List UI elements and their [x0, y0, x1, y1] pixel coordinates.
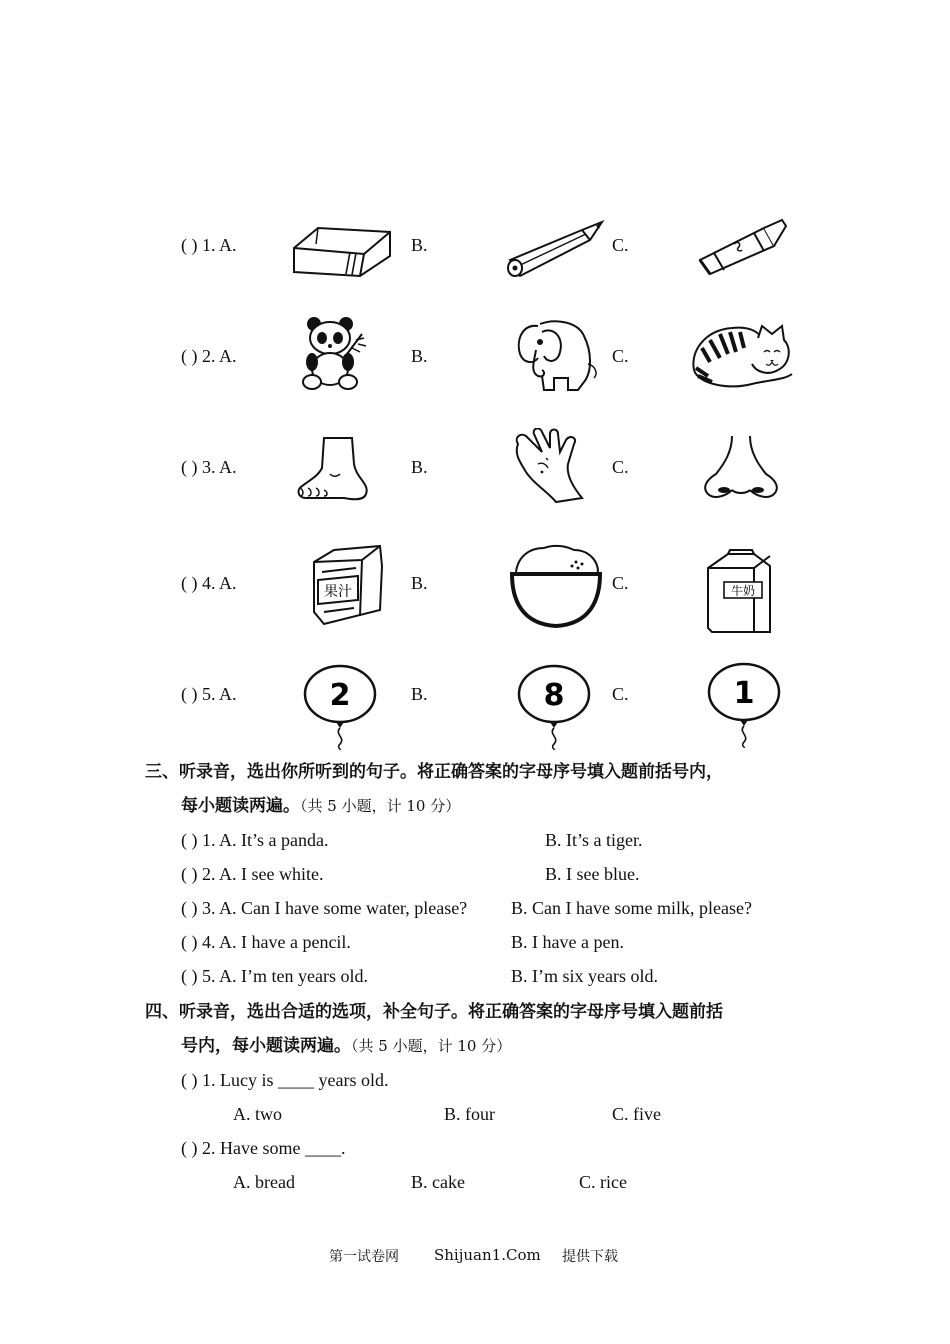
balloon-2-icon: [300, 664, 380, 750]
eraser-icon: [288, 218, 398, 282]
row2-prefix: ( ) 2. A.: [181, 346, 237, 366]
nose-icon: [700, 434, 782, 502]
row2-label-b: B.: [411, 346, 428, 366]
s3-q1-a: ( ) 1. A. It’s a panda.: [181, 830, 329, 850]
s4-q2-option-c: C. rice: [579, 1172, 627, 1192]
section4-heading-line2: [181, 1035, 511, 1057]
s4-q1: ( ) 1. Lucy is ____ years old.: [181, 1070, 389, 1090]
milk-label: 牛奶: [730, 584, 756, 598]
crayon-icon: [694, 214, 790, 276]
row5-label-c: C.: [612, 684, 629, 704]
s4-q1-option-b: B. four: [444, 1104, 495, 1124]
section3-heading-line2: [181, 795, 460, 817]
section3-heading-line1: 三、听录音，选出你所听到的句子。将正确答案的字母序号填入题前括号内，: [145, 762, 723, 782]
s3-q1-b: B. It’s a tiger.: [545, 830, 643, 850]
s4-q2-option-b: B. cake: [411, 1172, 465, 1192]
row1-label-b: B.: [411, 235, 428, 255]
juice-label: 果汁: [324, 584, 352, 600]
balloon-1-number: 1: [733, 676, 755, 711]
s3-q3-a: ( ) 3. A. Can I have some water, please?: [181, 898, 468, 918]
balloon-1-icon: [704, 662, 784, 748]
row5-prefix: ( ) 5. A.: [181, 684, 237, 704]
s3-q4-a: ( ) 4. A. I have a pencil.: [181, 932, 351, 952]
footer-right: 提供下载: [562, 1249, 618, 1265]
panda-icon: [300, 314, 368, 392]
section4-note: （共 5 小题，计 10 分）: [351, 1037, 512, 1055]
foot-icon: [294, 434, 374, 504]
row3-label-b: B.: [411, 457, 428, 477]
section3-heading-line2-text: 每小题读两遍。: [181, 796, 300, 816]
s4-q2: ( ) 2. Have some ____.: [181, 1138, 346, 1158]
row5-label-b: B.: [411, 684, 428, 704]
s3-q4-b: B. I have a pen.: [511, 932, 624, 952]
row2-label-c: C.: [612, 346, 629, 366]
rice-bowl-icon: [508, 542, 604, 630]
row3-label-c: C.: [612, 457, 629, 477]
row4-label-c: C.: [612, 573, 629, 593]
balloon-8-icon: [514, 664, 594, 750]
section3-note: （共 5 小题，计 10 分）: [300, 797, 461, 815]
s3-q5-b: B. I’m six years old.: [511, 966, 658, 986]
s3-q2-b: B. I see blue.: [545, 864, 640, 884]
juice-carton-icon: [304, 542, 388, 628]
row4-prefix: ( ) 4. A.: [181, 573, 237, 593]
balloon-8-number: 8: [543, 678, 565, 713]
footer-left: 第一试卷网: [329, 1249, 399, 1265]
balloon-2-number: 2: [329, 678, 351, 713]
s4-q2-option-a: A. bread: [233, 1172, 295, 1192]
row4-label-b: B.: [411, 573, 428, 593]
milk-carton-icon: [704, 548, 774, 636]
section4-heading-line1: 四、听录音，选出合适的选项，补全句子。将正确答案的字母序号填入题前括: [145, 1002, 723, 1022]
elephant-icon: [508, 316, 600, 394]
s3-q3-b: B. Can I have some milk, please?: [511, 898, 752, 918]
pencil-icon: [502, 218, 608, 282]
row1-label-c: C.: [612, 235, 629, 255]
hand-icon: [508, 428, 592, 504]
section4-heading-line2-text: 号内，每小题读两遍。: [181, 1036, 351, 1056]
footer-site: Shijuan1.Com: [434, 1246, 541, 1264]
s3-q5-a: ( ) 5. A. I’m ten years old.: [181, 966, 368, 986]
s4-q1-option-c: C. five: [612, 1104, 661, 1124]
row1-prefix: ( ) 1. A.: [181, 235, 237, 255]
s4-q1-option-a: A. two: [233, 1104, 282, 1124]
s3-q2-a: ( ) 2. A. I see white.: [181, 864, 324, 884]
tiger-icon: [688, 318, 796, 394]
row3-prefix: ( ) 3. A.: [181, 457, 237, 477]
